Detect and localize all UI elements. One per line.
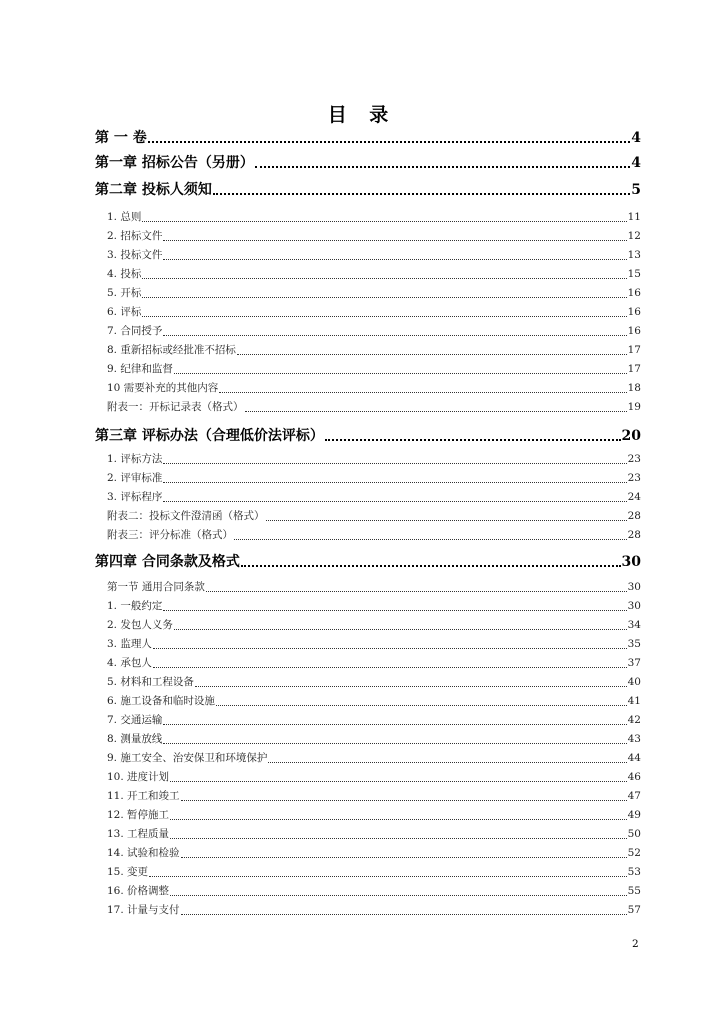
toc-leader-dots	[148, 141, 631, 143]
toc-leader-dots	[325, 439, 621, 441]
toc-chapter-entry[interactable]	[95, 128, 641, 148]
toc-entry-page: 35	[627, 638, 641, 650]
toc-entry-label: 9. 施工安全、治安保卫和环境保护	[107, 752, 268, 764]
toc-section-entry[interactable]	[95, 362, 641, 377]
toc-entry-label: 第一节 通用合同条款	[107, 581, 205, 593]
toc-leader-dots	[163, 463, 626, 464]
toc-entry-page: 42	[627, 714, 641, 726]
toc-leader-dots	[163, 501, 626, 502]
toc-entry-page: 30	[627, 600, 641, 612]
toc-entry-label: 14. 试验和检验	[107, 847, 180, 859]
toc-leader-dots	[163, 743, 626, 744]
toc-entry-page: 43	[627, 733, 641, 745]
toc-entry-label: 7. 交通运输	[107, 714, 163, 726]
toc-section-entry[interactable]	[95, 865, 641, 880]
toc-leader-dots	[266, 520, 627, 521]
toc-entry-page: 44	[627, 752, 641, 764]
toc-section-entry[interactable]	[95, 675, 641, 690]
toc-entry-label: 第 一 卷	[95, 130, 147, 146]
toc-leader-dots	[170, 819, 627, 820]
toc-leader-dots	[163, 259, 626, 260]
toc-entry-label: 1. 总则	[107, 211, 142, 223]
toc-leader-dots	[142, 221, 626, 222]
toc-leader-dots	[255, 166, 630, 168]
toc-entry-label: 4. 投标	[107, 268, 142, 280]
toc-entry-page: 30	[627, 581, 641, 593]
toc-section-entry[interactable]	[95, 490, 641, 505]
toc-entry-page: 57	[627, 904, 641, 916]
toc-entry-label: 7. 合同授予	[107, 325, 163, 337]
toc-entry-label: 2. 招标文件	[107, 230, 163, 242]
toc-entry-page: 37	[627, 657, 641, 669]
toc-section-entry[interactable]	[95, 827, 641, 842]
toc-section-entry[interactable]	[95, 324, 641, 339]
toc-chapter-entry[interactable]	[95, 552, 641, 572]
toc-entry-label: 10. 进度计划	[107, 771, 170, 783]
toc-entry-page: 41	[627, 695, 641, 707]
toc-entry-page: 18	[627, 382, 641, 394]
toc-section-entry[interactable]	[95, 713, 641, 728]
toc-entry-label: 10 需要补充的其他内容	[107, 382, 219, 394]
toc-section-entry[interactable]	[95, 808, 641, 823]
toc-leader-dots	[163, 724, 626, 725]
toc-leader-dots	[170, 781, 627, 782]
toc-entry-label: 17. 计量与支付	[107, 904, 180, 916]
toc-entry-page: 17	[627, 363, 641, 375]
toc-leader-dots	[195, 686, 627, 687]
toc-section-entry[interactable]	[95, 381, 641, 396]
toc-entry-page: 17	[627, 344, 641, 356]
toc-entry-page: 49	[627, 809, 641, 821]
toc-section-entry[interactable]	[95, 471, 641, 486]
toc-leader-dots	[181, 914, 627, 915]
toc-entry-label: 第三章 评标办法（合理低价法评标）	[95, 428, 324, 444]
toc-entry-label: 8. 测量放线	[107, 733, 163, 745]
toc-entry-label: 附表一：开标记录表（格式）	[107, 401, 244, 413]
toc-leader-dots	[181, 800, 627, 801]
toc-entry-label: 6. 施工设备和临时设施	[107, 695, 215, 707]
toc-entry-page: 50	[627, 828, 641, 840]
toc-entry-page: 28	[627, 529, 641, 541]
toc-entry-page: 40	[627, 676, 641, 688]
toc-entry-label: 13. 工程质量	[107, 828, 170, 840]
toc-leader-dots	[142, 278, 626, 279]
toc-entry-page: 4	[631, 130, 641, 146]
toc-leader-dots	[163, 335, 626, 336]
toc-section-entry[interactable]	[95, 343, 641, 358]
toc-entry-page: 23	[627, 472, 641, 484]
toc-entry-page: 11	[627, 211, 641, 223]
toc-leader-dots	[206, 591, 627, 592]
toc-leader-dots	[153, 648, 627, 649]
toc-leader-dots	[241, 565, 621, 567]
toc-entry-label: 15. 变更	[107, 866, 149, 878]
toc-section-entry[interactable]	[95, 580, 641, 595]
toc-section-entry[interactable]	[95, 229, 641, 244]
toc-section-entry[interactable]	[95, 751, 641, 766]
toc-entry-page: 30	[621, 554, 641, 570]
toc-leader-dots	[163, 482, 626, 483]
toc-section-entry[interactable]	[95, 599, 641, 614]
toc-entry-page: 28	[627, 510, 641, 522]
toc-entry-page: 19	[627, 401, 641, 413]
toc-entry-label: 5. 材料和工程设备	[107, 676, 194, 688]
toc-entry-label: 3. 投标文件	[107, 249, 163, 261]
toc-entry-page: 55	[627, 885, 641, 897]
toc-leader-dots	[213, 193, 630, 195]
toc-leader-dots	[234, 539, 627, 540]
toc-section-entry[interactable]	[95, 528, 641, 543]
toc-entry-page: 20	[621, 428, 641, 444]
toc-entry-label: 1. 一般约定	[107, 600, 163, 612]
toc-leader-dots	[142, 297, 626, 298]
toc-entry-page: 16	[627, 306, 641, 318]
toc-entry-page: 16	[627, 325, 641, 337]
toc-entry-label: 第一章 招标公告（另册）	[95, 155, 254, 171]
toc-entry-label: 16. 价格调整	[107, 885, 170, 897]
toc-leader-dots	[181, 857, 627, 858]
toc-section-entry[interactable]	[95, 656, 641, 671]
toc-leader-dots	[174, 629, 627, 630]
toc-title: 目 录	[327, 104, 397, 126]
toc-entry-page: 4	[631, 155, 641, 171]
toc-entry-page: 5	[631, 182, 641, 198]
toc-entry-label: 6. 评标	[107, 306, 142, 318]
toc-entry-page: 15	[627, 268, 641, 280]
toc-chapter-entry[interactable]	[95, 153, 641, 173]
toc-entry-page: 46	[627, 771, 641, 783]
toc-section-entry[interactable]	[95, 884, 641, 899]
toc-entry-label: 9. 纪律和监督	[107, 363, 173, 375]
toc-leader-dots	[245, 411, 627, 412]
toc-section-entry[interactable]	[95, 903, 641, 918]
toc-entry-label: 2. 发包人义务	[107, 619, 173, 631]
toc-section-entry[interactable]	[95, 400, 641, 415]
toc-section-entry[interactable]	[95, 846, 641, 861]
toc-section-entry[interactable]	[95, 509, 641, 524]
toc-section-entry[interactable]	[95, 618, 641, 633]
toc-entry-label: 3. 监理人	[107, 638, 152, 650]
toc-entry-page: 34	[627, 619, 641, 631]
toc-entry-page: 13	[627, 249, 641, 261]
toc-leader-dots	[268, 762, 626, 763]
toc-leader-dots	[174, 373, 627, 374]
toc-section-entry[interactable]	[95, 248, 641, 263]
toc-entry-page: 12	[627, 230, 641, 242]
toc-leader-dots	[170, 838, 627, 839]
toc-entry-label: 4. 承包人	[107, 657, 152, 669]
toc-leader-dots	[149, 876, 627, 877]
toc-section-entry[interactable]	[95, 305, 641, 320]
toc-entry-label: 2. 评审标准	[107, 472, 163, 484]
toc-entry-label: 5. 开标	[107, 287, 142, 299]
toc-entry-label: 3. 评标程序	[107, 491, 163, 503]
toc-leader-dots	[142, 316, 626, 317]
toc-chapter-entry[interactable]	[95, 426, 641, 446]
toc-entry-label: 附表二：投标文件澄清函（格式）	[107, 510, 265, 522]
toc-entry-label: 第四章 合同条款及格式	[95, 554, 240, 570]
toc-chapter-entry[interactable]	[95, 180, 641, 200]
toc-entry-page: 24	[627, 491, 641, 503]
toc-section-entry[interactable]	[95, 267, 641, 282]
toc-entry-page: 23	[627, 453, 641, 465]
toc-leader-dots	[163, 610, 626, 611]
toc-entry-label: 第二章 投标人须知	[95, 182, 212, 198]
toc-leader-dots	[237, 354, 627, 355]
toc-section-entry[interactable]	[95, 452, 641, 467]
toc-entry-label: 1. 评标方法	[107, 453, 163, 465]
toc-entry-page: 16	[627, 287, 641, 299]
page-number: 2	[632, 938, 639, 950]
toc-entry-page: 53	[627, 866, 641, 878]
toc-section-entry[interactable]	[95, 210, 641, 225]
toc-leader-dots	[170, 895, 627, 896]
toc-leader-dots	[153, 667, 627, 668]
toc-leader-dots	[163, 240, 626, 241]
toc-entry-label: 12. 暂停施工	[107, 809, 170, 821]
toc-leader-dots	[216, 705, 627, 706]
toc-entry-label: 11. 开工和竣工	[107, 790, 180, 802]
toc-section-entry[interactable]	[95, 732, 641, 747]
toc-section-entry[interactable]	[95, 770, 641, 785]
toc-leader-dots	[219, 392, 626, 393]
toc-section-entry[interactable]	[95, 789, 641, 804]
toc-section-entry[interactable]	[95, 694, 641, 709]
toc-entry-label: 8. 重新招标或经批准不招标	[107, 344, 236, 356]
toc-entry-page: 47	[627, 790, 641, 802]
toc-section-entry[interactable]	[95, 637, 641, 652]
toc-entry-page: 52	[627, 847, 641, 859]
toc-section-entry[interactable]	[95, 286, 641, 301]
toc-entry-label: 附表三：评分标准（格式）	[107, 529, 233, 541]
